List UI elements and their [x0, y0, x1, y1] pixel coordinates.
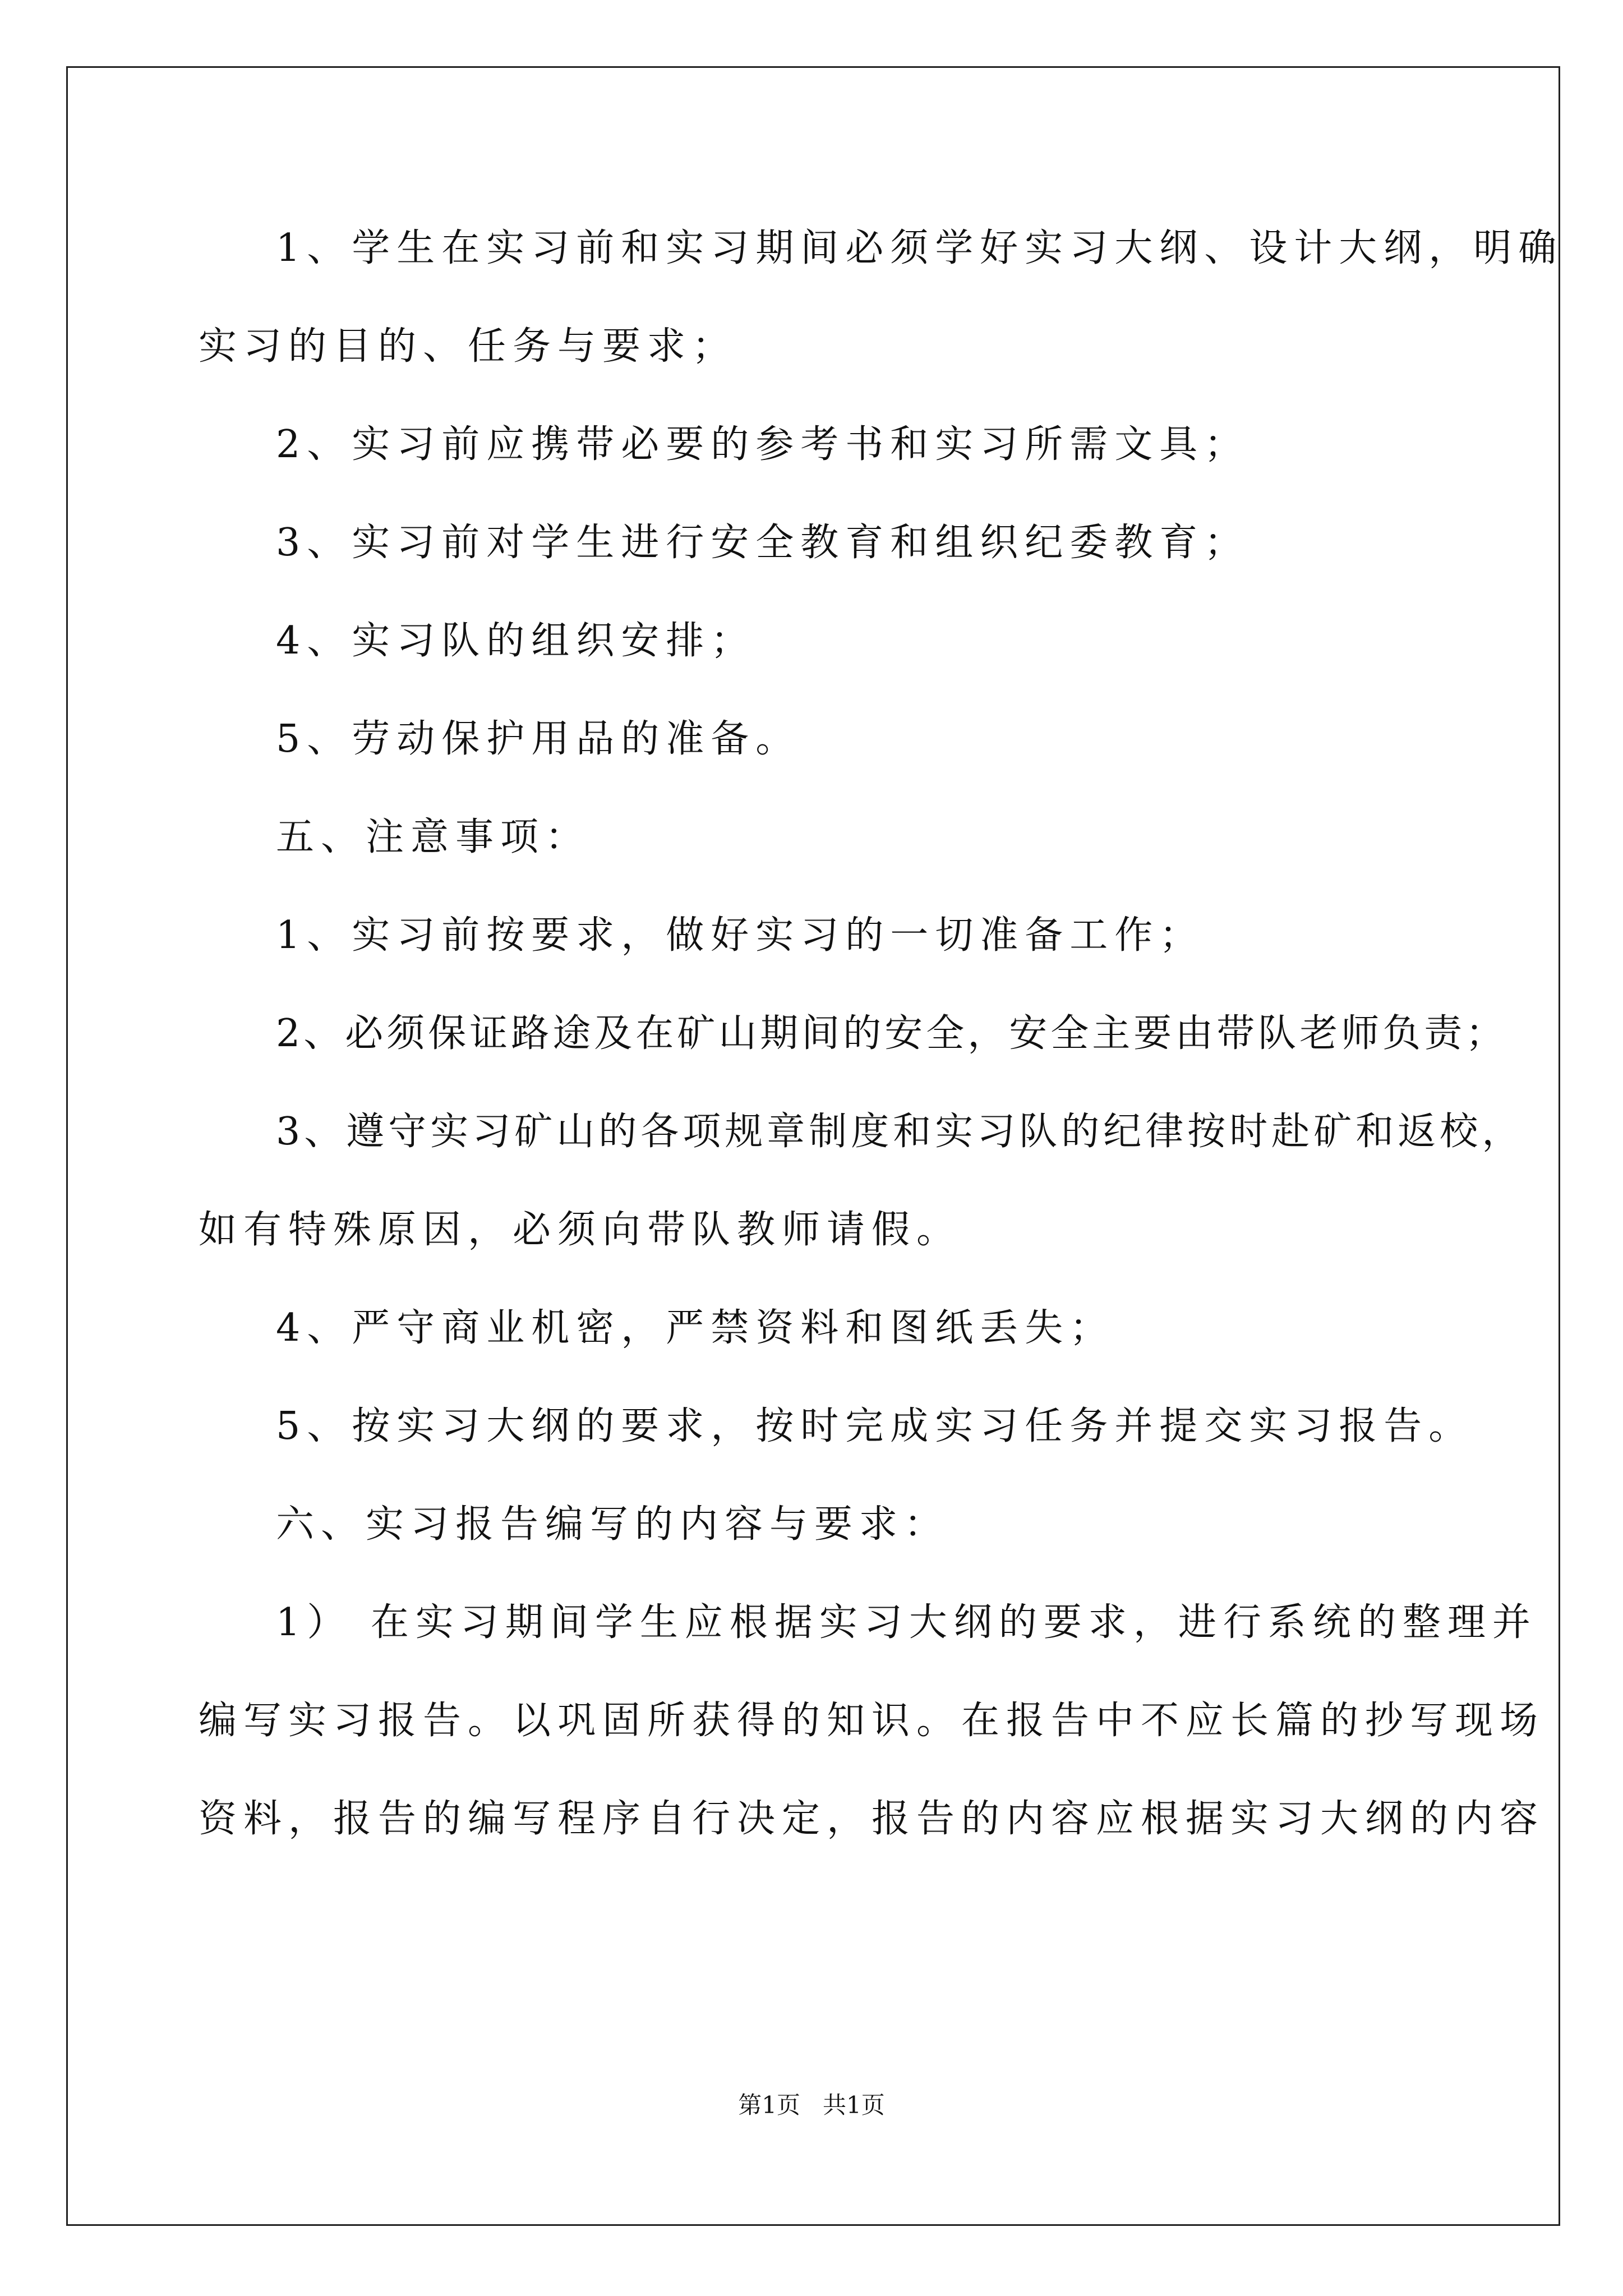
document-body	[199, 199, 1564, 1868]
paragraph-line: 实习的目的、任务与要求；	[199, 324, 737, 369]
section-heading: 六、实习报告编写的内容与要求：	[276, 1502, 949, 1547]
paragraph-line: 4、严守商业机密，严禁资料和图纸丢失；	[276, 1306, 1115, 1350]
paragraph-line: 5、按实习大纲的要求，按时完成实习任务并提交实习报告。	[276, 1404, 1474, 1448]
paragraph-line: 编写实习报告。以巩固所获得的知识。在报告中不应长篇的抄写现场	[199, 1699, 1545, 1743]
paragraph-line: 1、实习前按要求，做好实习的一切准备工作；	[276, 913, 1205, 958]
page-number-footer: 第1页 共1页	[738, 2091, 885, 2119]
section-heading: 五、注意事项：	[276, 815, 591, 859]
paragraph-line: 1） 在实习期间学生应根据实习大纲的要求，进行系统的整理并	[276, 1600, 1537, 1645]
paragraph-line: 4、实习队的组织安排；	[276, 619, 756, 663]
paragraph-line: 2、实习前应携带必要的参考书和实习所需文具；	[276, 422, 1249, 467]
paragraph-line: 资料，报告的编写程序自行决定，报告的内容应根据实习大纲的内容	[199, 1797, 1545, 1841]
paragraph-line: 3、实习前对学生进行安全教育和组织纪委教育；	[276, 521, 1249, 565]
paragraph-line: 5、劳动保护用品的准备。	[276, 717, 801, 761]
paragraph-line: 如有特殊原因，必须向带队教师请假。	[199, 1208, 962, 1252]
paragraph-line: 2、必须保证路途及在矿山期间的安全，安全主要由带队老师负责；	[276, 1011, 1507, 1056]
paragraph-line: 3、遵守实习矿山的各项规章制度和实习队的纪律按时赴矿和返校，	[276, 1110, 1524, 1154]
paragraph-line: 1、学生在实习前和实习期间必须学好实习大纲、设计大纲，明确	[276, 226, 1564, 270]
